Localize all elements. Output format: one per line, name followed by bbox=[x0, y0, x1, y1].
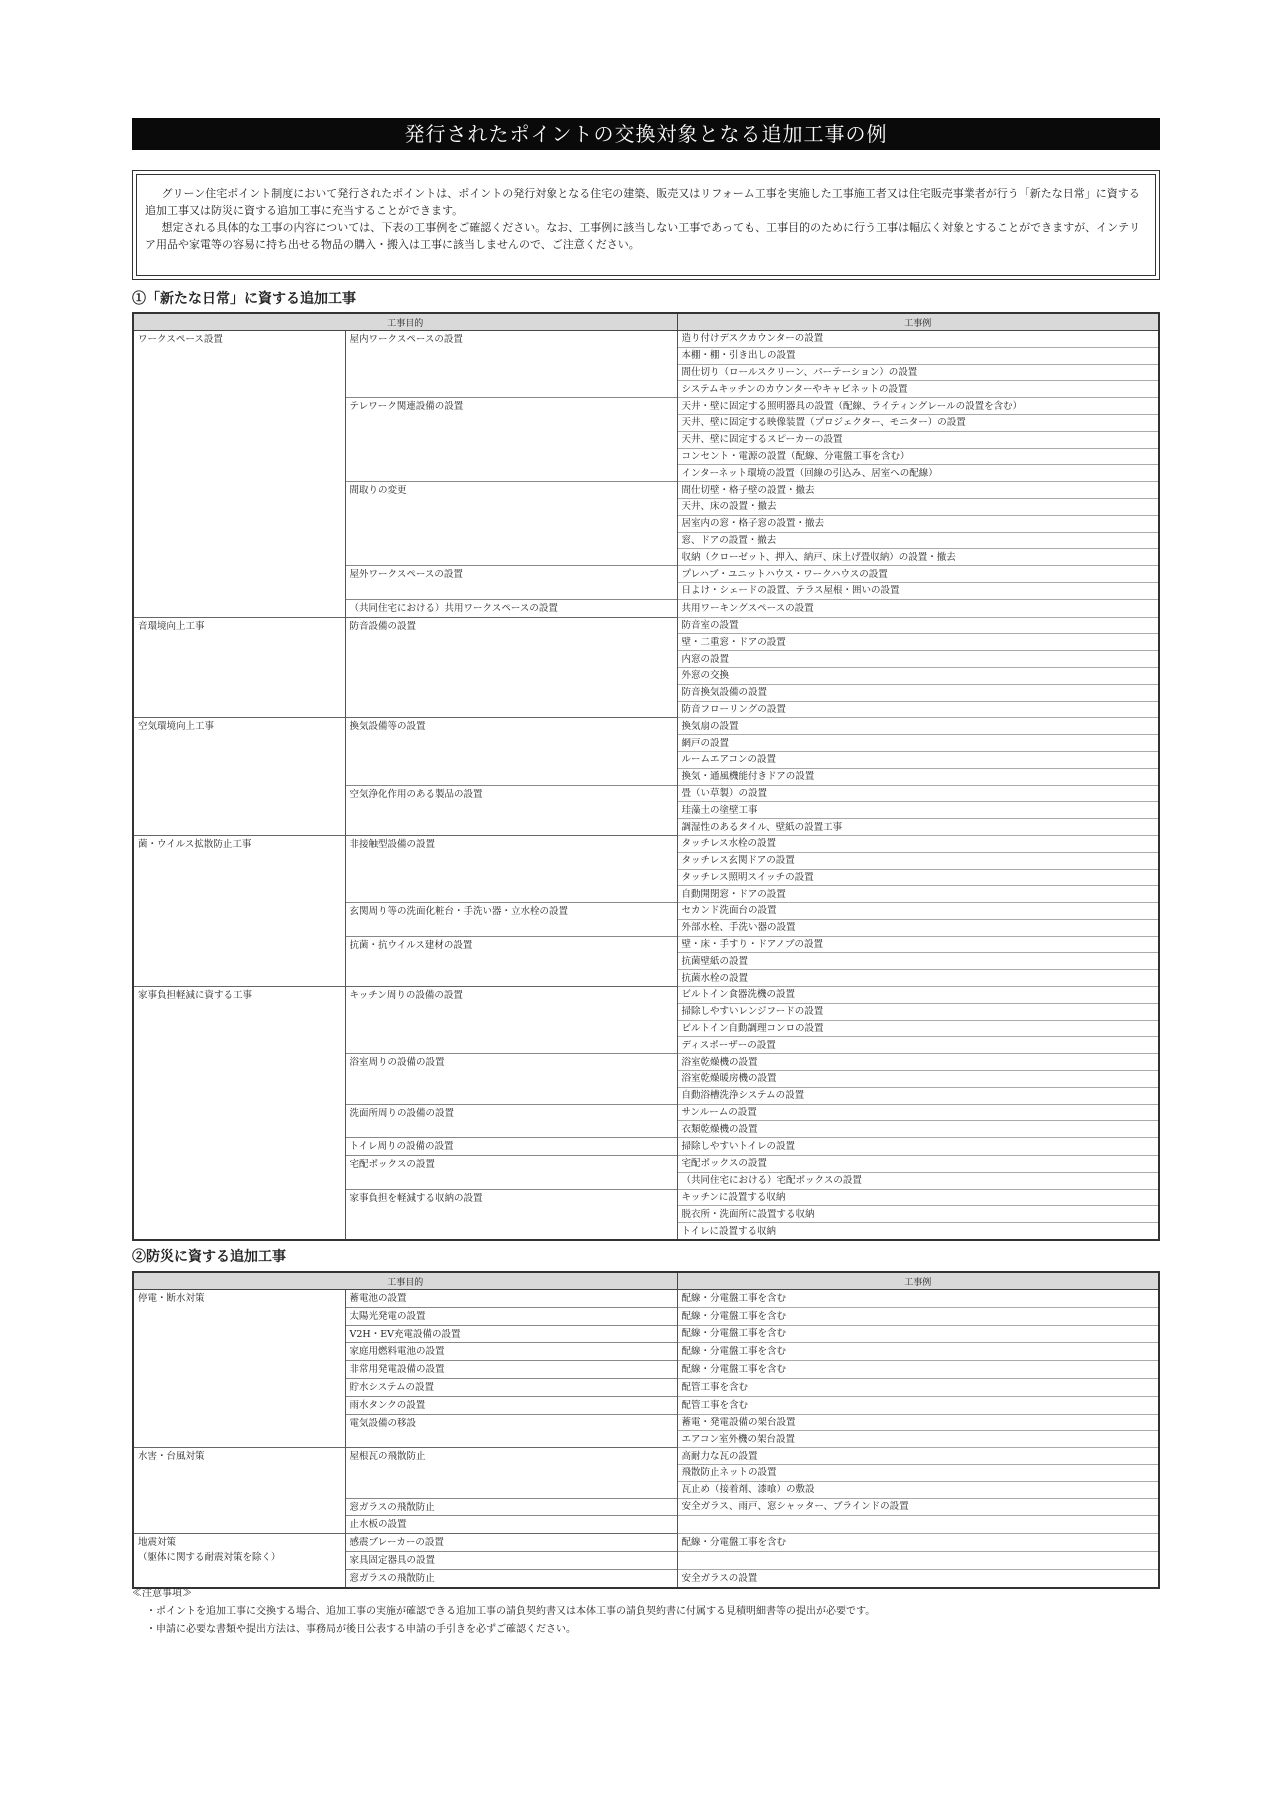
purpose-cell: 電気設備の移設 bbox=[345, 1414, 677, 1448]
header-purpose: 工事目的 bbox=[133, 313, 677, 331]
purpose-cell: 窓ガラスの飛散防止 bbox=[345, 1498, 677, 1516]
example-cell: 本棚・棚・引き出しの設置 bbox=[677, 347, 1159, 364]
notes-title: ≪注意事項≫ bbox=[132, 1588, 192, 1599]
category-cell bbox=[133, 1534, 345, 1588]
example-cell: 防音フローリングの設置 bbox=[677, 701, 1159, 718]
example-cell: 浴室乾燥暖房機の設置 bbox=[677, 1071, 1159, 1088]
example-cell: 居室内の窓・格子窓の設置・撤去 bbox=[677, 515, 1159, 532]
purpose-cell: 貯水システムの設置 bbox=[345, 1378, 677, 1396]
category-cell bbox=[133, 718, 345, 836]
purpose-cell: V2H・EV充電設備の設置 bbox=[345, 1325, 677, 1343]
purpose-cell: 洗面所周りの設備の設置 bbox=[345, 1104, 677, 1138]
example-cell: インターネット環境の設置（回線の引込み、居室への配線） bbox=[677, 465, 1159, 482]
table-row bbox=[133, 1290, 1159, 1308]
example-cell: 配管工事を含む bbox=[677, 1378, 1159, 1396]
example-cell: 配線・分電盤工事を含む bbox=[677, 1534, 1159, 1552]
purpose-cell: 雨水タンクの設置 bbox=[345, 1396, 677, 1414]
example-cell: タッチレス水栓の設置 bbox=[677, 835, 1159, 852]
section1-title: ①「新たな日常」に資する追加工事 bbox=[132, 291, 356, 307]
table-row bbox=[133, 1448, 1159, 1465]
table-row bbox=[133, 835, 1159, 852]
example-cell: 外部水栓、手洗い器の設置 bbox=[677, 919, 1159, 936]
header-example: 工事例 bbox=[677, 313, 1159, 331]
category-label: ワークスペース設置 bbox=[138, 334, 223, 345]
table-row bbox=[133, 617, 1159, 634]
category-label: 音環境向上工事 bbox=[138, 620, 205, 632]
example-cell: 宅配ボックスの設置 bbox=[677, 1156, 1159, 1173]
example-cell: キッチンに設置する収納 bbox=[677, 1189, 1159, 1206]
category-label: 水害・台風対策 bbox=[138, 1451, 205, 1463]
example-cell: 飛散防止ネットの設置 bbox=[677, 1464, 1159, 1481]
purpose-cell: 換気設備等の設置 bbox=[345, 718, 677, 785]
example-cell: セカンド洗面台の設置 bbox=[677, 903, 1159, 920]
header-purpose: 工事目的 bbox=[133, 1272, 677, 1290]
example-cell: 外窓の交換 bbox=[677, 667, 1159, 684]
category-label: 空気環境向上工事 bbox=[138, 721, 215, 733]
category-cell bbox=[133, 617, 345, 718]
example-cell: 内窓の設置 bbox=[677, 651, 1159, 668]
note-item: ・申請に必要な書類や提出方法は、事務局が後日公表する申請の手引きを必ずご確認ください。 bbox=[146, 1624, 576, 1635]
example-cell: タッチレス照明スイッチの設置 bbox=[677, 869, 1159, 886]
purpose-cell: 家具固定器具の設置 bbox=[345, 1551, 677, 1569]
purpose-cell: 空気浄化作用のある製品の設置 bbox=[345, 785, 677, 835]
example-cell: （共同住宅における）宅配ボックスの設置 bbox=[677, 1172, 1159, 1189]
note-item: ・ポイントを追加工事に交換する場合、追加工事の実施が確認できる追加工事の請負契約書又は本体工事の請負契約書に付属する見積明細書等の提出が必要です。 bbox=[146, 1606, 876, 1617]
example-cell: 換気・通風機能付きドアの設置 bbox=[677, 768, 1159, 785]
example-cell: 配管工事を含む bbox=[677, 1396, 1159, 1414]
page-title: 発行されたポイントの交換対象となる追加工事の例 bbox=[132, 118, 1160, 150]
purpose-cell: 間取りの変更 bbox=[345, 482, 677, 566]
example-cell: 配線・分電盤工事を含む bbox=[677, 1343, 1159, 1361]
example-cell: システムキッチンのカウンターやキャビネットの設置 bbox=[677, 381, 1159, 398]
example-cell: プレハブ・ユニットハウス・ワークハウスの設置 bbox=[677, 566, 1159, 583]
example-cell: 間仕切り（ロールスクリーン、パーテーション）の設置 bbox=[677, 364, 1159, 381]
purpose-cell: 屋外ワークスペースの設置 bbox=[345, 566, 677, 600]
purpose-cell: （共同住宅における）共用ワークスペースの設置 bbox=[345, 599, 677, 617]
example-cell: 天井、壁に固定するスピーカーの設置 bbox=[677, 431, 1159, 448]
category-cell bbox=[133, 987, 345, 1240]
category-note: （躯体に関する耐震対策を除く） bbox=[138, 1552, 281, 1564]
category-cell bbox=[133, 1448, 345, 1534]
example-cell: エアコン室外機の架台設置 bbox=[677, 1431, 1159, 1448]
table-new-normal bbox=[132, 312, 1160, 1241]
example-cell: 安全ガラスの設置 bbox=[677, 1569, 1159, 1587]
example-cell: 掃除しやすいトイレの設置 bbox=[677, 1138, 1159, 1156]
example-cell: 高耐力な瓦の設置 bbox=[677, 1448, 1159, 1465]
category-label: 菌・ウイルス拡散防止工事 bbox=[138, 838, 252, 850]
purpose-cell: キッチン周りの設備の設置 bbox=[345, 987, 677, 1054]
example-cell: 壁・二重窓・ドアの設置 bbox=[677, 634, 1159, 651]
example-cell: 調湿性のあるタイル、壁紙の設置工事 bbox=[677, 819, 1159, 836]
purpose-cell: 感震ブレーカーの設置 bbox=[345, 1534, 677, 1552]
example-cell: ビルトイン食器洗機の設置 bbox=[677, 987, 1159, 1004]
example-cell: 配線・分電盤工事を含む bbox=[677, 1307, 1159, 1325]
example-cell bbox=[677, 1516, 1159, 1534]
example-cell: 壁・床・手すり・ドアノブの設置 bbox=[677, 936, 1159, 953]
purpose-cell: 屋根瓦の飛散防止 bbox=[345, 1448, 677, 1498]
example-cell: 網戸の設置 bbox=[677, 735, 1159, 752]
example-cell: 衣類乾燥機の設置 bbox=[677, 1121, 1159, 1138]
purpose-cell: 家事負担を軽減する収納の設置 bbox=[345, 1189, 677, 1240]
example-cell: ルームエアコンの設置 bbox=[677, 751, 1159, 768]
example-cell: ビルトイン自動調理コンロの設置 bbox=[677, 1020, 1159, 1037]
purpose-cell: 玄関周り等の洗面化粧台・手洗い器・立水栓の設置 bbox=[345, 903, 677, 937]
purpose-cell: 太陽光発電の設置 bbox=[345, 1307, 677, 1325]
purpose-cell: 浴室周りの設備の設置 bbox=[345, 1054, 677, 1104]
example-cell: 安全ガラス、雨戸、窓シャッター、ブラインドの設置 bbox=[677, 1498, 1159, 1516]
example-cell bbox=[677, 1551, 1159, 1569]
example-cell: 掃除しやすいレンジフードの設置 bbox=[677, 1003, 1159, 1020]
purpose-cell: 非接触型設備の設置 bbox=[345, 835, 677, 902]
example-cell: 配線・分電盤工事を含む bbox=[677, 1361, 1159, 1379]
category-label: 停電・断水対策 bbox=[138, 1293, 205, 1304]
category-cell bbox=[133, 835, 345, 986]
example-cell: 珪藻土の塗壁工事 bbox=[677, 802, 1159, 819]
table-row bbox=[133, 718, 1159, 735]
example-cell: 間仕切壁・格子壁の設置・撤去 bbox=[677, 482, 1159, 499]
table-row bbox=[133, 987, 1159, 1004]
example-cell: 抗菌水栓の設置 bbox=[677, 970, 1159, 987]
example-cell: コンセント・電源の設置（配線、分電盤工事を含む） bbox=[677, 448, 1159, 465]
example-cell: ディスポーザーの設置 bbox=[677, 1037, 1159, 1054]
table-row bbox=[133, 331, 1159, 348]
example-cell: 天井、壁に固定する映像装置（プロジェクター、モニター）の設置 bbox=[677, 414, 1159, 431]
example-cell: 防音換気設備の設置 bbox=[677, 684, 1159, 701]
purpose-cell: 屋内ワークスペースの設置 bbox=[345, 331, 677, 398]
purpose-cell: 防音設備の設置 bbox=[345, 617, 677, 718]
purpose-cell: 止水板の設置 bbox=[345, 1516, 677, 1534]
category-label: 地震対策 bbox=[138, 1537, 177, 1549]
example-cell: 浴室乾燥機の設置 bbox=[677, 1054, 1159, 1071]
purpose-cell: 非常用発電設備の設置 bbox=[345, 1361, 677, 1379]
table-row bbox=[133, 1534, 1159, 1552]
example-cell: 配線・分電盤工事を含む bbox=[677, 1325, 1159, 1343]
example-cell: 自動浴槽洗浄システムの設置 bbox=[677, 1087, 1159, 1104]
intro-paragraph-1: グリーン住宅ポイント制度において発行されたポイントは、ポイントの発行対象となる住宅の建築、販売又はリフォーム工事を実施した工事施工者又は住宅販売事業者が行う「新たな日常」に資する追加工事又は防災に資する追加工事に充当することができます。 bbox=[145, 187, 1140, 217]
table-disaster-prevention bbox=[132, 1271, 1160, 1589]
purpose-cell: 家庭用燃料電池の設置 bbox=[345, 1343, 677, 1361]
category-label: 家事負担軽減に資する工事 bbox=[138, 990, 253, 1002]
purpose-cell: トイレ周りの設備の設置 bbox=[345, 1138, 677, 1156]
intro-box bbox=[132, 170, 1160, 280]
example-cell: 瓦止め（接着剤、漆喰）の敷設 bbox=[677, 1481, 1159, 1498]
purpose-cell: 蓄電池の設置 bbox=[345, 1290, 677, 1308]
purpose-cell: 宅配ボックスの設置 bbox=[345, 1156, 677, 1190]
example-cell: 配線・分電盤工事を含む bbox=[677, 1290, 1159, 1308]
intro-paragraph-2: 想定される具体的な工事の内容については、下表の工事例をご確認ください。なお、工事例に該当しない工事であっても、工事目的のために行う工事は幅広く対象とすることができますが、インテリア用品や家電等の容易に持ち出せる物品の購入・搬入は工事に該当しませんので、ご注意ください。 bbox=[145, 221, 1141, 251]
example-cell: 日よけ・シェードの設置、テラス屋根・囲いの設置 bbox=[677, 582, 1159, 599]
example-cell: 脱衣所・洗面所に設置する収納 bbox=[677, 1206, 1159, 1223]
category-cell bbox=[133, 1290, 345, 1448]
header-example: 工事例 bbox=[677, 1272, 1159, 1290]
example-cell: 換気扇の設置 bbox=[677, 718, 1159, 735]
example-cell: 蓄電・発電設備の架台設置 bbox=[677, 1414, 1159, 1431]
example-cell: 自動開閉窓・ドアの設置 bbox=[677, 886, 1159, 903]
notes bbox=[132, 1585, 1160, 1639]
example-cell: 畳（い草製）の設置 bbox=[677, 785, 1159, 802]
example-cell: 天井、床の設置・撤去 bbox=[677, 498, 1159, 515]
example-cell: 天井・壁に固定する照明器具の設置（配線、ライティングレールの設置を含む） bbox=[677, 398, 1159, 415]
example-cell: サンルームの設置 bbox=[677, 1104, 1159, 1121]
example-cell: 収納（クローゼット、押入、納戸、床上げ畳収納）の設置・撤去 bbox=[677, 549, 1159, 566]
purpose-cell: 抗菌・抗ウイルス建材の設置 bbox=[345, 936, 677, 986]
example-cell: 共用ワーキングスペースの設置 bbox=[677, 599, 1159, 617]
category-cell bbox=[133, 331, 345, 618]
example-cell: 造り付けデスクカウンターの設置 bbox=[677, 331, 1159, 348]
example-cell: タッチレス玄関ドアの設置 bbox=[677, 852, 1159, 869]
purpose-cell: 窓ガラスの飛散防止 bbox=[345, 1569, 677, 1587]
section2-title: ②防災に資する追加工事 bbox=[132, 1249, 286, 1265]
example-cell: トイレに設置する収納 bbox=[677, 1223, 1159, 1240]
purpose-cell: テレワーク関連設備の設置 bbox=[345, 398, 677, 482]
example-cell: 防音室の設置 bbox=[677, 617, 1159, 634]
example-cell: 窓、ドアの設置・撤去 bbox=[677, 532, 1159, 549]
example-cell: 抗菌壁紙の設置 bbox=[677, 953, 1159, 970]
